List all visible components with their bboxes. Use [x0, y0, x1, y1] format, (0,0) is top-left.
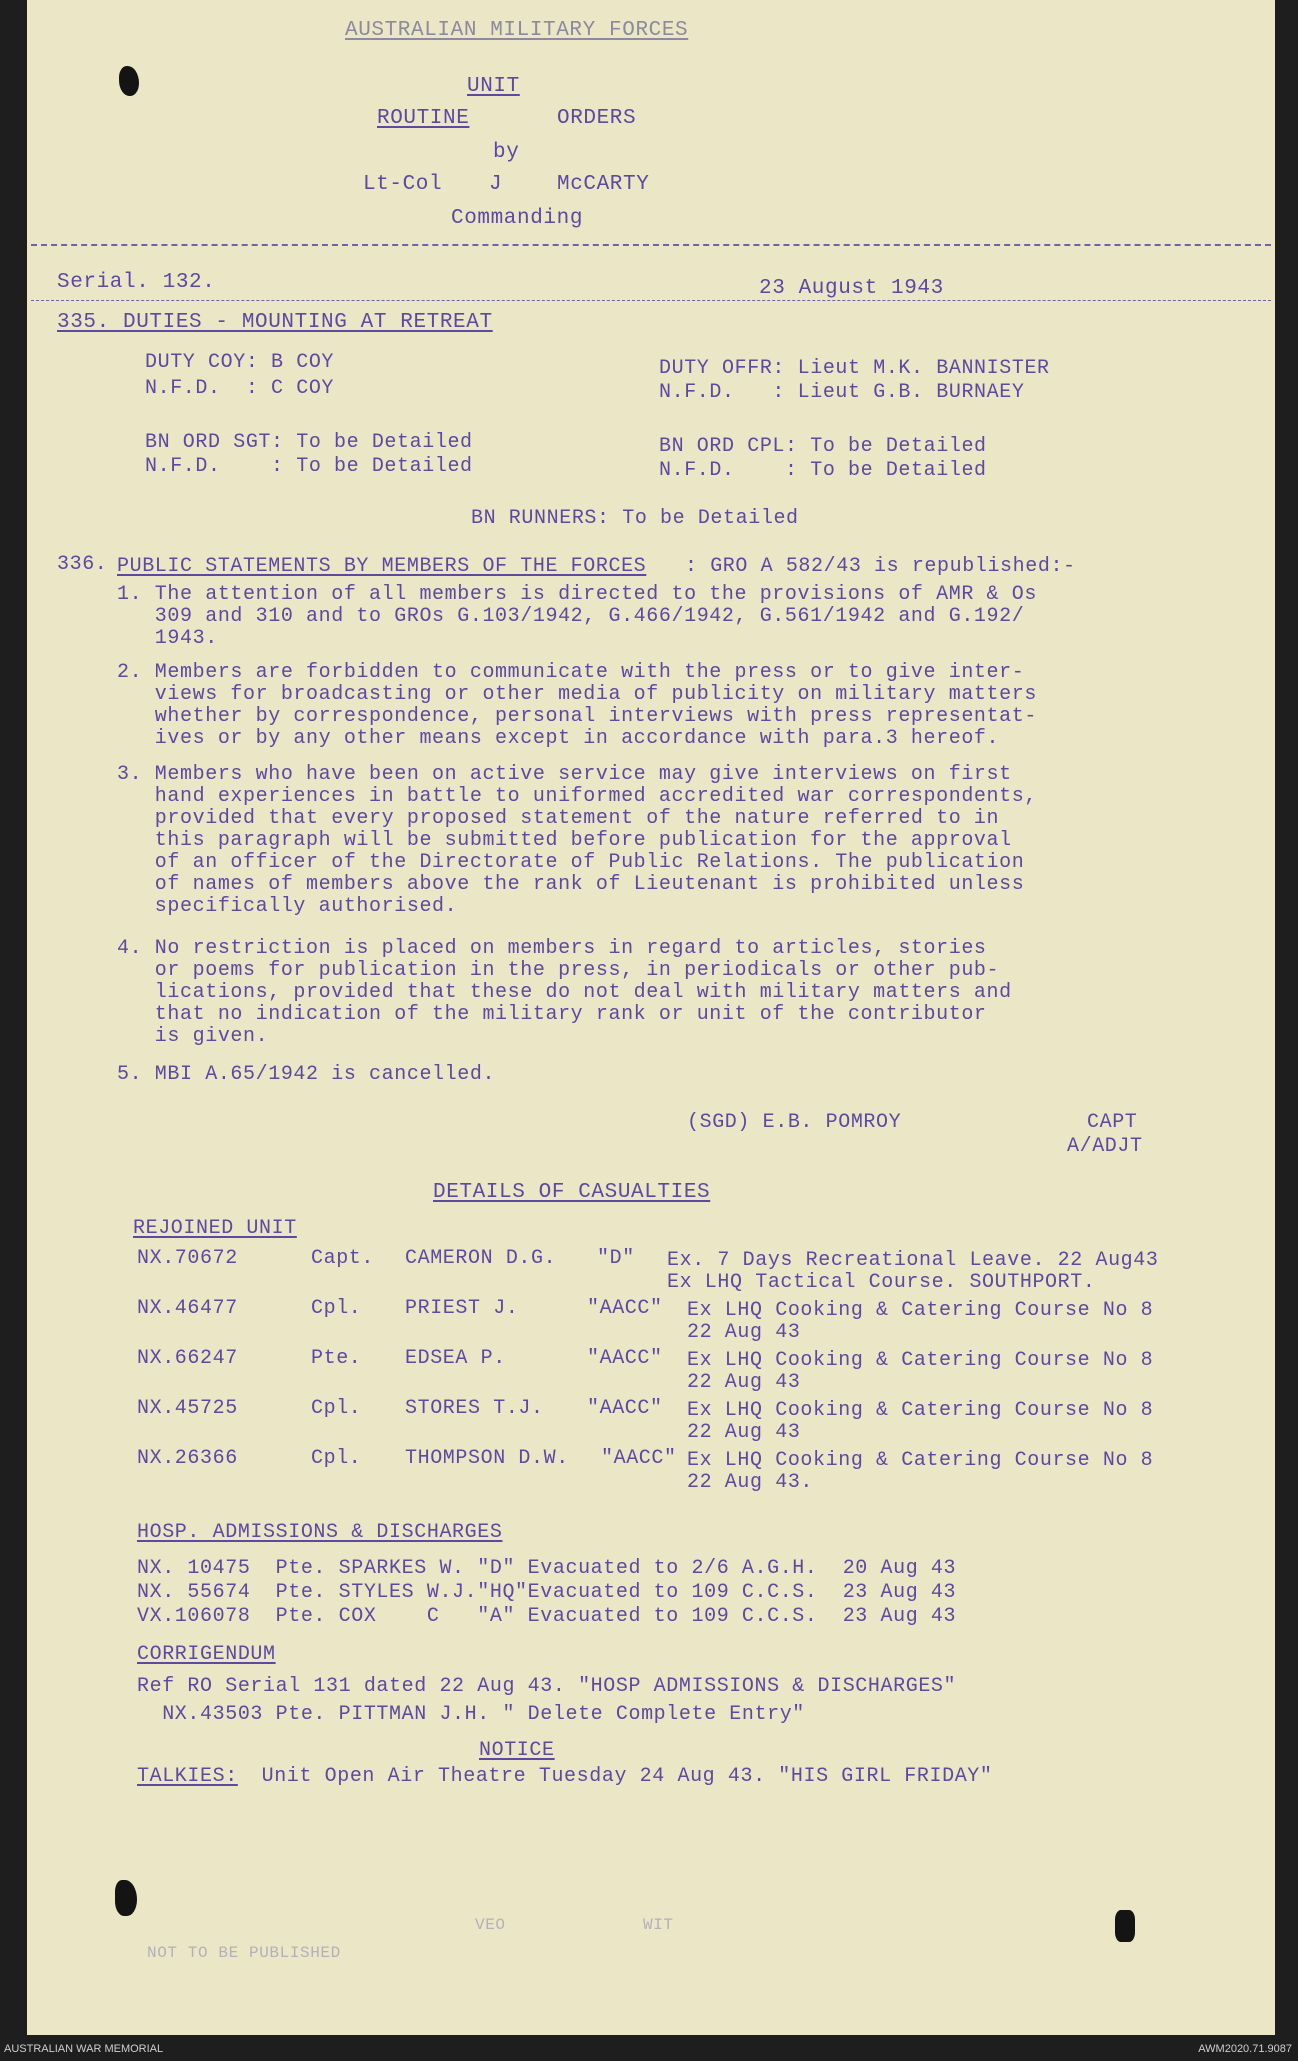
item-336-para-2: 2. Members are forbidden to communicate with the press or to give inter- views for broadcasting or other media of publicity on military matters whether by correspondence, personal interviews with press representat- ives or by any other means except in accordance with para.3 hereof.	[117, 661, 1037, 750]
commanding-line: Commanding	[451, 207, 584, 230]
rejoined-detail: Ex LHQ Cooking & Catering Course No 8 22 Aug 43	[687, 1349, 1154, 1394]
rejoined-unit: "AACC"	[587, 1347, 663, 1370]
item-335-right-col-5: N.F.D. : To be Detailed	[659, 459, 987, 482]
routine-heading: ROUTINE	[377, 107, 470, 130]
footer-bar	[0, 2035, 1298, 2061]
item-336-para-5: 5. MBI A.65/1942 is cancelled.	[117, 1063, 496, 1086]
bottom-faint-a: VEO	[475, 1916, 506, 1934]
rejoined-rank: Pte.	[311, 1347, 362, 1370]
hosp-row-1: NX. 10475 Pte. SPARKES W. "D" Evacuated to 2/6 A.G.H. 20 Aug 43	[137, 1557, 957, 1580]
header-divider	[31, 244, 1271, 246]
rejoined-unit: "AACC"	[587, 1297, 663, 1320]
rejoined-num: NX.45725	[137, 1397, 238, 1420]
item-336-para-3: 3. Members who have been on active service may give interviews on first hand experiences in battle to uniformed accredited war correspondents, provided that every proposed statement of the nature referred to in this paragraph will be submitted before publication for the approval of an officer of the Directorate of Public Relations. The publication of names of members above the rank of Lieutenant is prohibited unless specifically authorised.	[117, 763, 1037, 918]
punch-hole-top	[119, 66, 139, 96]
rejoined-name: EDSEA P.	[405, 1347, 506, 1370]
item-336-title: PUBLIC STATEMENTS BY MEMBERS OF THE FORCES	[117, 555, 647, 578]
rejoined-name: PRIEST J.	[405, 1297, 519, 1320]
signature: (SGD) E.B. POMROY	[687, 1111, 902, 1134]
punch-hole-bottom	[115, 1880, 137, 1916]
force-heading: AUSTRALIAN MILITARY FORCES	[345, 19, 689, 42]
rejoined-unit: "AACC"	[587, 1397, 663, 1420]
serial-date: 23 August 1943	[759, 277, 944, 300]
rejoined-detail: Ex LHQ Cooking & Catering Course No 8 22 Aug 43	[687, 1299, 1154, 1344]
rejoined-num: NX.66247	[137, 1347, 238, 1370]
casualties-title: DETAILS OF CASUALTIES	[433, 1181, 711, 1204]
item-335-right-col-2: N.F.D. : Lieut G.B. BURNAEY	[659, 381, 1025, 404]
commander-initial: J	[489, 173, 503, 196]
item-336-title-tail: : GRO A 582/43 is republished:-	[685, 555, 1076, 578]
corrigendum-heading: CORRIGENDUM	[137, 1643, 276, 1666]
rejoined-name: CAMERON D.G.	[405, 1247, 557, 1270]
commander-surname: McCARTY	[557, 173, 650, 196]
item-335-left-col-1: DUTY COY: B COY	[145, 351, 335, 374]
bottom-faint-b: WIT	[643, 1916, 674, 1934]
rejoined-name: STORES T.J.	[405, 1397, 544, 1420]
rejoined-name: THOMPSON D.W.	[405, 1447, 569, 1470]
item-335-left-col-5: N.F.D. : To be Detailed	[145, 455, 473, 478]
item-335-left-col-2: N.F.D. : C COY	[145, 377, 335, 400]
rejoined-rank: Capt.	[311, 1247, 375, 1270]
rejoined-num: NX.70672	[137, 1247, 238, 1270]
footer-credit: AUSTRALIAN WAR MEMORIAL	[4, 2043, 164, 2055]
item-336-number: 336.	[57, 553, 108, 576]
corrigendum-line-2: NX.43503 Pte. PITTMAN J.H. " Delete Complete Entry"	[137, 1703, 805, 1726]
rejoined-detail: Ex LHQ Cooking & Catering Course No 8 22 Aug 43.	[687, 1449, 1154, 1494]
document-page	[27, 0, 1275, 2035]
rejoined-rank: Cpl.	[311, 1397, 362, 1420]
hosp-heading: HOSP. ADMISSIONS & DISCHARGES	[137, 1521, 503, 1544]
footer-accession: AWM2020.71.9087	[1198, 2043, 1292, 2055]
unit-heading: UNIT	[467, 75, 520, 98]
rejoined-num: NX.46477	[137, 1297, 238, 1320]
notice-label: TALKIES:	[137, 1765, 238, 1788]
item-336-para-1: 1. The attention of all members is directed to the provisions of AMR & Os 309 and 310 and to GROs G.103/1942, G.466/1942, G.561/1942 and G.192/ 1943.	[117, 583, 1037, 650]
rejoined-detail: Ex LHQ Cooking & Catering Course No 8 22 Aug 43	[687, 1399, 1154, 1444]
signature-rank: CAPT	[1087, 1111, 1138, 1134]
item-335-right-col-4: BN ORD CPL: To be Detailed	[659, 435, 987, 458]
corrigendum-line-1: Ref RO Serial 131 dated 22 Aug 43. "HOSP ADMISSIONS & DISCHARGES"	[137, 1675, 957, 1698]
serial-number: Serial. 132.	[57, 271, 216, 294]
item-336-para-4: 4. No restriction is placed on members in regard to articles, stories or poems for publication in the press, in periodicals or other pub- lications, provided that these do not deal with military matters and that no indication of the military rank or unit of the contributor is given.	[117, 937, 1012, 1048]
item-335-runners: BN RUNNERS: To be Detailed	[471, 507, 799, 530]
bottom-faint-c: NOT TO BE PUBLISHED	[147, 1944, 341, 1962]
signature-role: A/ADJT	[1067, 1135, 1143, 1158]
serial-divider	[31, 300, 1271, 301]
hosp-row-3: VX.106078 Pte. COX C "A" Evacuated to 109 C.C.S. 23 Aug 43	[137, 1605, 957, 1628]
notice-heading: NOTICE	[479, 1739, 555, 1762]
rejoined-unit: "AACC"	[601, 1447, 677, 1470]
item-335-title: 335. DUTIES - MOUNTING AT RETREAT	[57, 311, 493, 334]
rejoined-rank: Cpl.	[311, 1297, 362, 1320]
hosp-row-2: NX. 55674 Pte. STYLES W.J."HQ"Evacuated to 109 C.C.S. 23 Aug 43	[137, 1581, 957, 1604]
rejoined-heading: REJOINED UNIT	[133, 1217, 297, 1240]
notice-text: Unit Open Air Theatre Tuesday 24 Aug 43. "HIS GIRL FRIDAY"	[249, 1765, 993, 1788]
rejoined-rank: Cpl.	[311, 1447, 362, 1470]
item-335-right-col-1: DUTY OFFR: Lieut M.K. BANNISTER	[659, 357, 1050, 380]
rejoined-detail: Ex. 7 Days Recreational Leave. 22 Aug43 Ex LHQ Tactical Course. SOUTHPORT.	[667, 1249, 1159, 1294]
item-335-left-col-4: BN ORD SGT: To be Detailed	[145, 431, 473, 454]
punch-hole-right	[1115, 1910, 1135, 1942]
commander-rank: Lt-Col	[363, 173, 443, 196]
rejoined-num: NX.26366	[137, 1447, 238, 1470]
rejoined-unit: "D"	[597, 1247, 635, 1270]
by-line: by	[493, 141, 520, 164]
orders-heading: ORDERS	[557, 107, 637, 130]
